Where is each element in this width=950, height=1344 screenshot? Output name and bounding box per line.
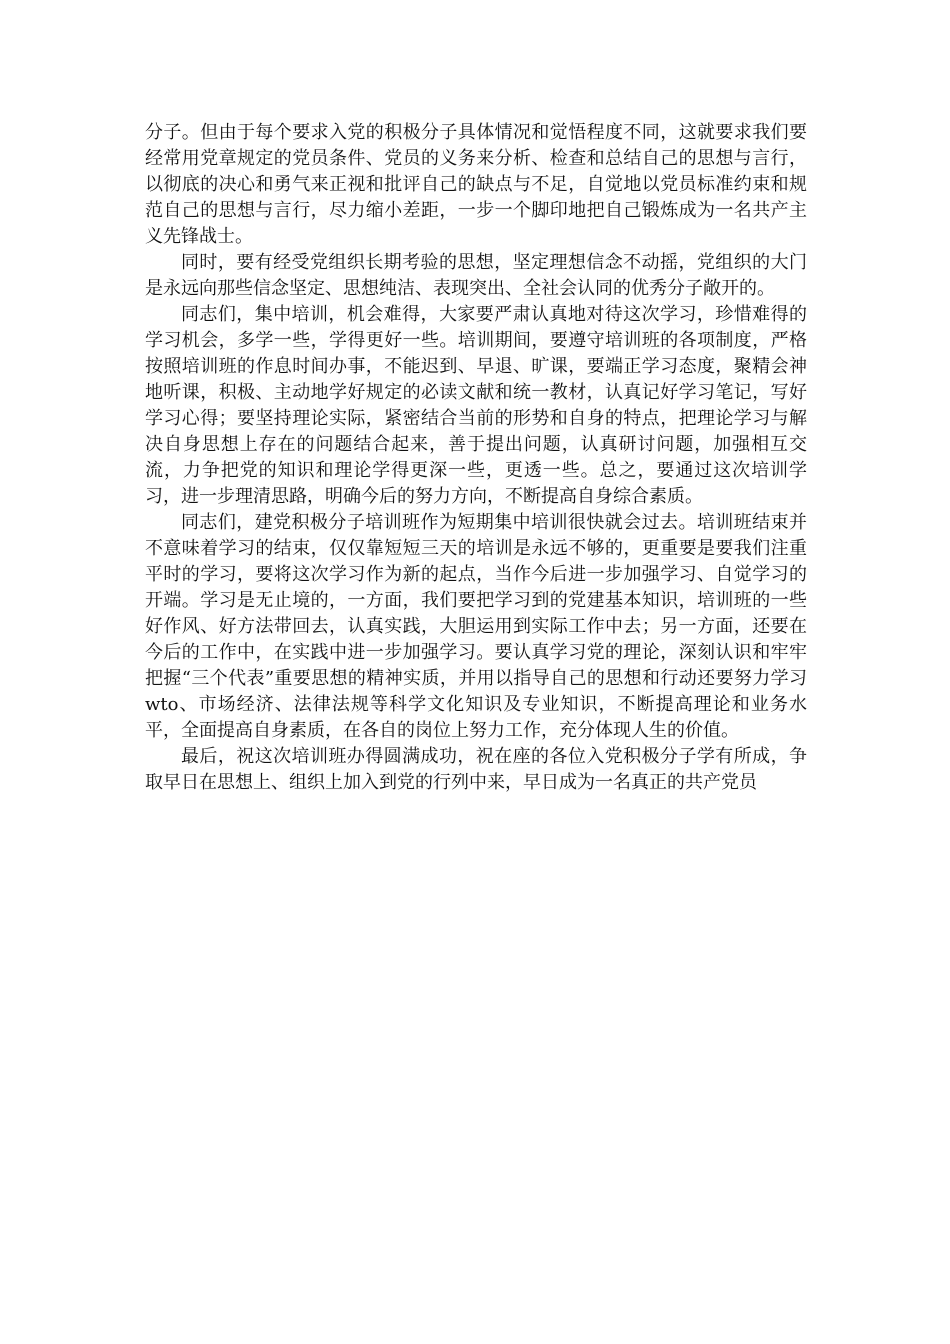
paragraph-3: 同志们，集中培训，机会难得，大家要严肃认真地对待这次学习，珍惜难得的学习机会，多学一些，学得更好一些。培训期间，要遵守培训班的各项制度，严格按照培训班的作息时间办事，不能迟到、早退、旷课，要端正学习态度，聚精会神地听课，积极、主动地学好规定的必读文献和统一教材，认真记好学习笔记，写好学习心得；要坚持理论实际，紧密结合当前的形势和自身的特点，把理论学习与解决自身思想上存在的问题结合起来，善于提出问题，认真研讨问题，加强相互交流，力争把党的知识和理论学得更深一些，更透一些。总之，要通过这次培训学习，进一步理清思路，明确今后的努力方向，不断提高自身综合素质。 bbox=[145, 304, 807, 507]
paragraph-2: 同时，要有经受党组织长期考验的思想，坚定理想信念不动摇，党组织的大门是永远向那些信念坚定、思想纯洁、表现突出、全社会认同的优秀分子敞开的。 bbox=[145, 252, 807, 299]
document-body bbox=[145, 120, 807, 796]
paragraph-5: 最后，祝这次培训班办得圆满成功，祝在座的各位入党积极分子学有所成，争取早日在思想上、组织上加入到党的行列中来，早日成为一名真正的共产党员 bbox=[145, 746, 807, 793]
paragraph-1: 分子。但由于每个要求入党的积极分子具体情况和觉悟程度不同，这就要求我们要经常用党章规定的党员条件、党员的义务来分析、检查和总结自己的思想与言行，以彻底的决心和勇气来正视和批评自己的缺点与不足，自觉地以党员标准约束和规范自己的思想与言行，尽力缩小差距，一步一个脚印地把自己锻炼成为一名共产主义先锋战士。 bbox=[145, 122, 807, 247]
paragraph-4: 同志们，建党积极分子培训班作为短期集中培训很快就会过去。培训班结束并不意味着学习的结束，仅仅靠短短三天的培训是永远不够的，更重要是要我们注重平时的学习，要将这次学习作为新的起点，当作今后进一步加强学习、自觉学习的开端。学习是无止境的，一方面，我们要把学习到的党建基本知识，培训班的一些好作风、好方法带回去，认真实践，大胆运用到实际工作中去；另一方面，还要在今后的工作中，在实践中进一步加强学习。要认真学习党的理论，深刻认识和牢牢把握“三个代表”重要思想的精神实质，并用以指导自己的思想和行动还要努力学习wto、市场经济、法律法规等科学文化知识及专业知识，不断提高理论和业务水平，全面提高自身素质，在各自的岗位上努力工作，充分体现人生的价值。 bbox=[145, 512, 807, 741]
